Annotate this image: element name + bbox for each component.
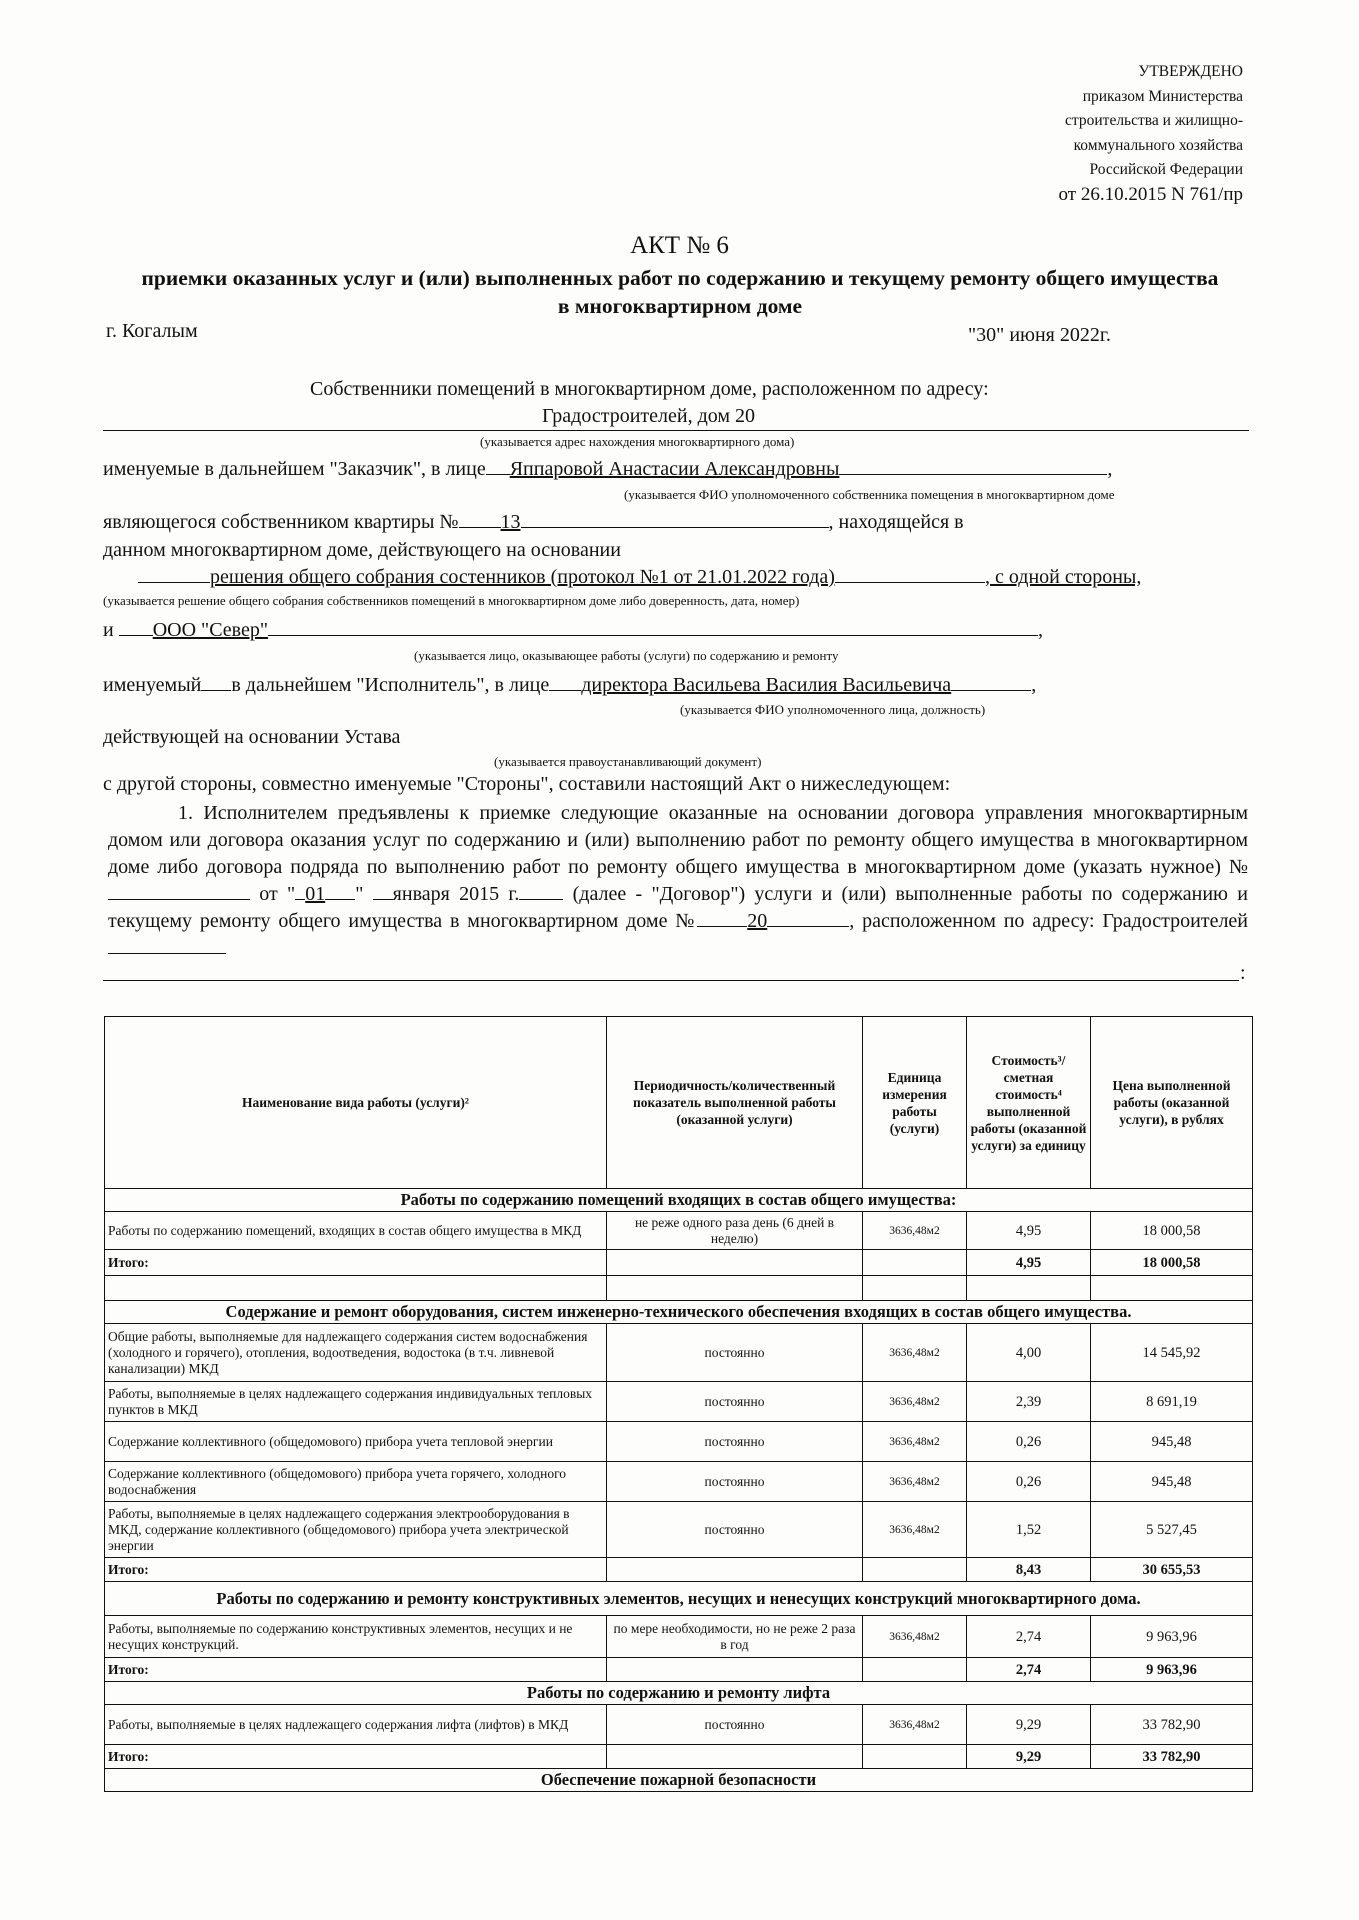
approved-label: УТВЕРЖДЕНО [1138, 63, 1243, 80]
work-price: 8 691,19 [1091, 1382, 1253, 1422]
apartment-number: 13 [500, 511, 521, 533]
table-row [105, 1382, 1253, 1422]
charter-line: действующей на основании Устава [103, 726, 401, 748]
table-row [105, 1502, 1253, 1558]
header-periodicity: Периодичность/количественный показатель выполненной работы (оказанной услуги) [607, 1017, 863, 1189]
contractor-prefix: и [103, 619, 114, 641]
work-name: Общие работы, выполняемые для надлежащего содержания систем водоснабжения (холодного и горячего), отопления, водоотведения, водостока (в т.ч. ливневой канализации) МКД [105, 1324, 607, 1382]
section-row [105, 1582, 1253, 1616]
work-unit: 3636,48м2 [863, 1502, 967, 1558]
work-name: Работы, выполняемые в целях надлежащего содержания электрооборудования в МКД, содержание коллективного (общедомового) прибора учета электрической энергии [105, 1502, 607, 1558]
owners-line: Собственники помещений в многоквартирном доме, расположенном по адресу: [310, 378, 989, 400]
total-price: 33 782,90 [1091, 1745, 1253, 1769]
act-date: "30" июня 2022г. [968, 324, 1111, 346]
parties-line: с другой стороны, совместно именуемые "Стороны", составили настоящий Акт о нижеследующем: [103, 773, 951, 795]
para1-text-5: , расположенном по адресу: Градостроителей [849, 910, 1249, 932]
total-label: Итого: [105, 1745, 607, 1769]
total-label: Итого: [105, 1250, 607, 1276]
para1-house: 20 [747, 910, 768, 932]
executor-name: директора Васильева Василия Васильевича [581, 674, 952, 696]
table-row [105, 1616, 1253, 1658]
section-title: Работы по содержанию помещений входящих в состав общего имущества: [105, 1189, 1253, 1212]
total-cost: 8,43 [967, 1558, 1091, 1582]
city: г. Когалым [106, 320, 198, 342]
customer-line: именуемые в дальнейшем "Заказчик", в лице Яппаровой Анастасии Александровны , [103, 458, 1113, 480]
paragraph-1 [108, 800, 1248, 962]
customer-prefix: именуемые в дальнейшем "Заказчик", в лице [103, 458, 486, 480]
work-period: не реже одного раза день (6 дней в неделю) [607, 1212, 863, 1250]
address-hint: (указывается адрес нахождения многоквартирного дома) [480, 434, 795, 449]
section-row [105, 1189, 1253, 1212]
work-cost: 4,00 [967, 1324, 1091, 1382]
address-continuation-rule [103, 980, 1239, 981]
work-period: постоянно [607, 1462, 863, 1502]
approved-line-4: коммунального хозяйства [1073, 136, 1243, 154]
work-cost: 1,52 [967, 1502, 1091, 1558]
header-unit: Единица измерения работы (услуги) [863, 1017, 967, 1189]
charter-hint: (указывается правоустанавливающий документ) [494, 754, 762, 769]
work-unit: 3636,48м2 [863, 1422, 967, 1462]
para1-text-4: (далее - "Договор") услуги и (или) выполненные работы по содержанию и текущему ремонту общего имущества в многоквартирном доме № [108, 883, 1248, 932]
apartment-suffix: , находящейся в [828, 511, 964, 533]
section-title: Обеспечение пожарной безопасности [105, 1769, 1253, 1792]
apartment-prefix: являющегося собственником квартиры № [103, 511, 459, 533]
approved-line-5: Российской Федерации [1089, 161, 1243, 178]
total-cost: 2,74 [967, 1658, 1091, 1682]
work-unit: 3636,48м2 [863, 1705, 967, 1745]
approved-line-2: приказом Министерства [1082, 87, 1243, 105]
decision-hint: (указывается решение общего собрания собственников помещений в многоквартирном доме либо доверенность, дата, номер) [103, 593, 800, 608]
work-name: Содержание коллективного (общедомового) прибора учета горячего, холодного водоснабжения [105, 1462, 607, 1502]
work-cost: 4,95 [967, 1212, 1091, 1250]
apartment-line [103, 511, 964, 534]
decision-text: решения общего собрания состенников (протокол №1 от 21.01.2022 года) [210, 566, 835, 588]
total-price: 18 000,58 [1091, 1250, 1253, 1276]
act-subtitle: приемки оказанных услуг и (или) выполненных работ по содержанию и текущему ремонту общего имущества в многоквартирном доме [141, 266, 1219, 318]
header-price: Цена выполненной работы (оказанной услуги), в рублях [1091, 1017, 1253, 1189]
work-price: 945,48 [1091, 1462, 1253, 1502]
work-price: 5 527,45 [1091, 1502, 1253, 1558]
table-row [105, 1422, 1253, 1462]
total-row [105, 1745, 1253, 1769]
para1-text-3: " [355, 883, 373, 905]
section-row [105, 1682, 1253, 1705]
work-cost: 0,26 [967, 1462, 1091, 1502]
total-row [105, 1558, 1253, 1582]
section-title: Работы по содержанию и ремонту конструктивных элементов, несущих и ненесущих конструкций многоквартирного дома. [105, 1582, 1253, 1616]
para1-colon: : [1240, 962, 1246, 984]
address-rule [103, 430, 1249, 431]
work-unit: 3636,48м2 [863, 1382, 967, 1422]
para1-month-year: января 2015 г. [392, 883, 520, 905]
work-period: постоянно [607, 1382, 863, 1422]
work-cost: 9,29 [967, 1705, 1091, 1745]
executor-a: именуемый [103, 674, 202, 696]
decision-line [138, 566, 1141, 589]
table-row [105, 1462, 1253, 1502]
work-unit: 3636,48м2 [863, 1616, 967, 1658]
work-price: 33 782,90 [1091, 1705, 1253, 1745]
contractor-name: ООО "Север" [152, 619, 269, 641]
section-title: Содержание и ремонт оборудования, систем инженерно-технического обеспечения входящих в состав общего имущества. [105, 1301, 1253, 1324]
total-label: Итого: [105, 1658, 607, 1682]
para1-text-1: 1. Исполнителем предъявлены к приемке следующие оказанные на основании договора управления многоквартирным домом или договора оказания услуг по содержанию и (или) выполнению работ по ремонту общего имущества в многоквартирном доме либо договора подряда по выполнению работ по ремонту общего имущества в многоквартирном доме (указать нужное) № [108, 802, 1248, 878]
contractor-hint: (указывается лицо, оказывающее работы (услуги) по содержанию и ремонту [414, 648, 839, 663]
table-row [105, 1212, 1253, 1250]
total-row [105, 1658, 1253, 1682]
basis-line: данном многоквартирном доме, действующего на основании [103, 539, 621, 561]
contractor-line: и ООО "Север" , [103, 619, 1044, 641]
table-header-row [105, 1017, 1253, 1189]
executor-hint: (указывается ФИО уполномоченного лица, должность) [680, 702, 986, 717]
work-period: постоянно [607, 1502, 863, 1558]
approved-order-date: от 26.10.2015 N 761/пр [1058, 183, 1243, 205]
work-period: постоянно [607, 1422, 863, 1462]
work-name: Работы по содержанию помещений, входящих в состав общего имущества в МКД [105, 1212, 607, 1250]
decision-suffix: , с одной стороны, [984, 566, 1142, 588]
section-title: Работы по содержанию и ремонту лифта [105, 1682, 1253, 1705]
total-price: 9 963,96 [1091, 1658, 1253, 1682]
approved-line-3: строительства и жилищно- [1065, 112, 1243, 129]
works-table [104, 1016, 1253, 1792]
para1-day: 01 [305, 883, 326, 905]
total-cost: 4,95 [967, 1250, 1091, 1276]
table-row [105, 1705, 1253, 1745]
work-unit: 3636,48м2 [863, 1462, 967, 1502]
customer-name: Яппаровой Анастасии Александровны [509, 458, 840, 480]
work-name: Работы, выполняемые в целях надлежащего содержания лифта (лифтов) в МКД [105, 1705, 607, 1745]
total-label: Итого: [105, 1558, 607, 1582]
total-row [105, 1250, 1253, 1276]
work-period: постоянно [607, 1705, 863, 1745]
work-price: 945,48 [1091, 1422, 1253, 1462]
work-period: постоянно [607, 1324, 863, 1382]
table-row [105, 1324, 1253, 1382]
approval-block [1059, 60, 1243, 207]
executor-b: в дальнейшем "Исполнитель", в лице [231, 674, 550, 696]
house-address: Градостроителей, дом 20 [542, 405, 756, 427]
work-unit: 3636,48м2 [863, 1212, 967, 1250]
work-name: Работы, выполняемые по содержанию конструктивных элементов, несущих и не несущих конструкций. [105, 1616, 607, 1658]
para1-text-2: от " [250, 883, 296, 905]
work-cost: 0,26 [967, 1422, 1091, 1462]
empty-row [105, 1276, 1253, 1301]
executor-line: именуемый в дальнейшем "Исполнитель", в лице директора Васильева Василия Васильевича , [103, 674, 1037, 696]
work-cost: 2,39 [967, 1382, 1091, 1422]
work-period: по мере необходимости, но не реже 2 раза в год [607, 1616, 863, 1658]
work-price: 9 963,96 [1091, 1616, 1253, 1658]
work-name: Работы, выполняемые в целях надлежащего содержания индивидуальных тепловых пунктов в МКД [105, 1382, 607, 1422]
customer-hint: (указывается ФИО уполномоченного собственника помещения в многоквартирном доме [624, 487, 1115, 502]
header-unit-cost: Стоимость³/сметная стоимость⁴ выполненной работы (оказанной услуги) за единицу [967, 1017, 1091, 1189]
act-title: АКТ № 6 [630, 232, 729, 259]
total-price: 30 655,53 [1091, 1558, 1253, 1582]
work-price: 14 545,92 [1091, 1324, 1253, 1382]
work-unit: 3636,48м2 [863, 1324, 967, 1382]
total-cost: 9,29 [967, 1745, 1091, 1769]
section-row [105, 1769, 1253, 1792]
work-cost: 2,74 [967, 1616, 1091, 1658]
work-name: Содержание коллективного (общедомового) прибора учета тепловой энергии [105, 1422, 607, 1462]
header-work-name: Наименование вида работы (услуги)² [105, 1017, 607, 1189]
work-price: 18 000,58 [1091, 1212, 1253, 1250]
section-row [105, 1301, 1253, 1324]
